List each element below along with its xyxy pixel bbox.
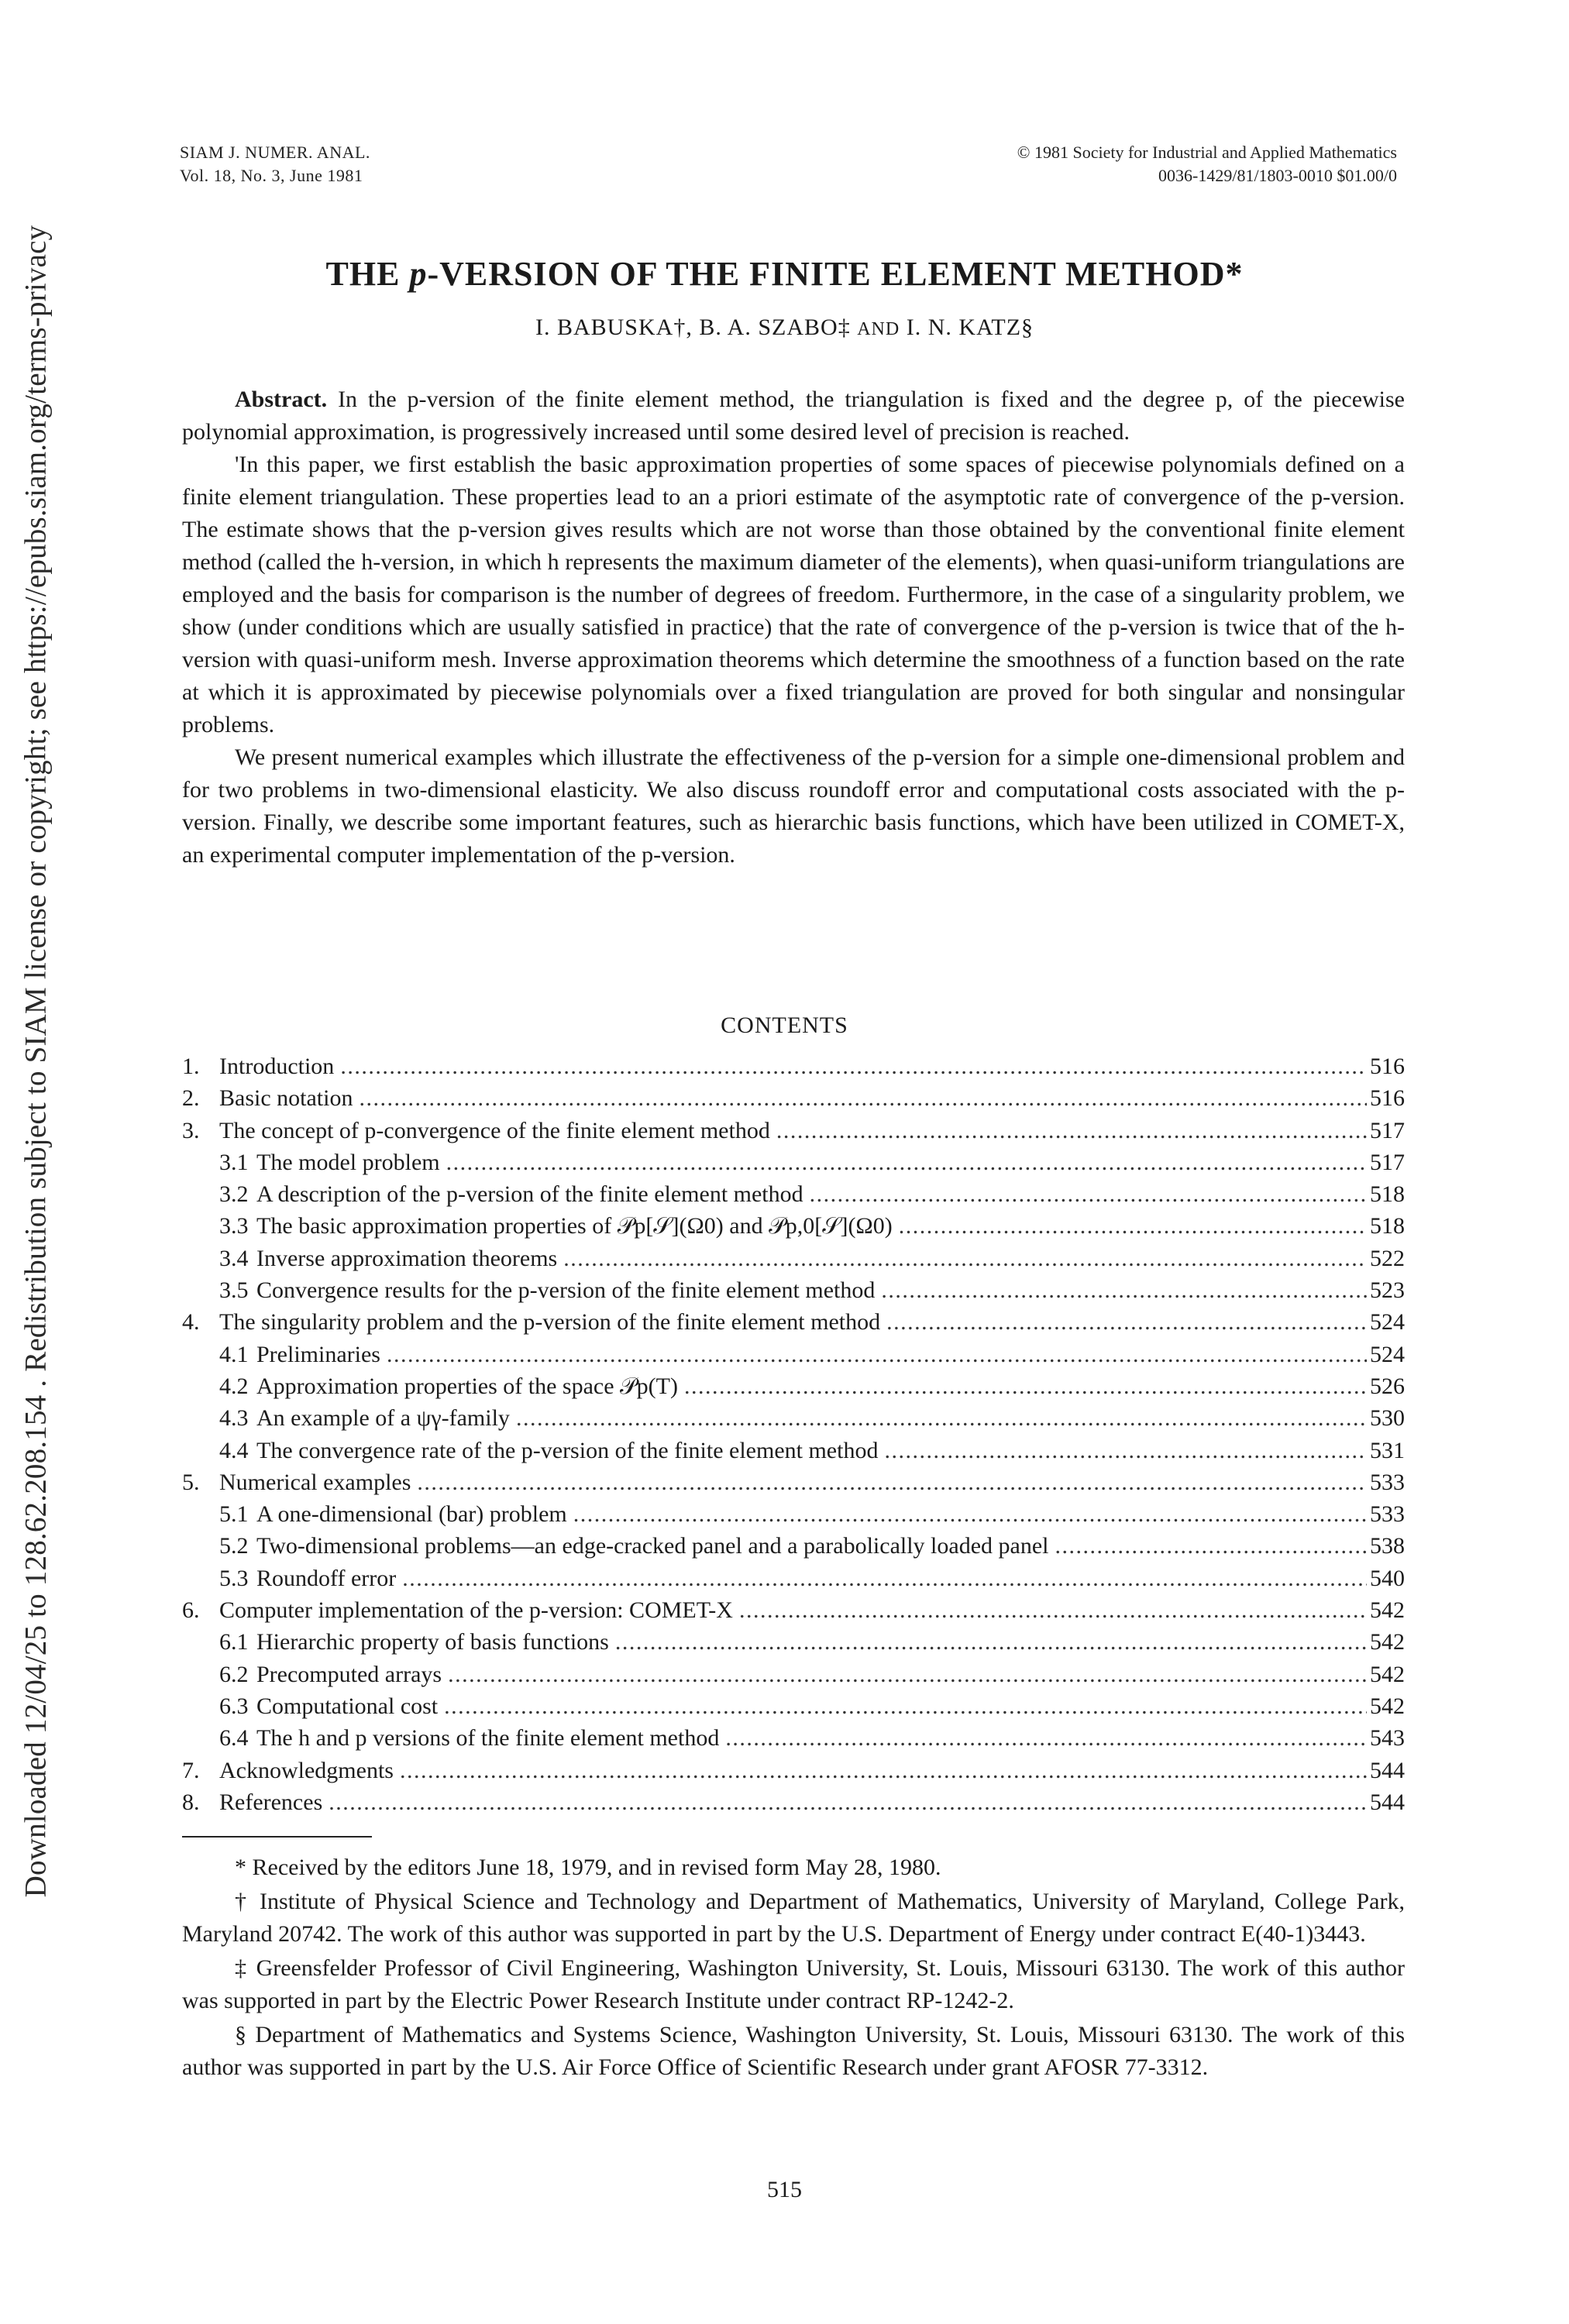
toc-entry-label: Computer implementation of the p-version: COMET-X bbox=[219, 1597, 733, 1624]
toc-leader-dots bbox=[516, 1405, 1367, 1432]
toc-entry bbox=[182, 1789, 1405, 1821]
issn-code: 0036-1429/81/1803-0010 $01.00/0 bbox=[1158, 166, 1397, 185]
toc-entry bbox=[182, 1438, 1405, 1470]
toc-entry bbox=[182, 1629, 1405, 1661]
toc-entry bbox=[182, 1405, 1405, 1437]
authors-part1: I. BABUSKA†, B. A. SZABO‡ bbox=[535, 315, 858, 340]
table-of-contents bbox=[182, 1054, 1405, 1821]
toc-leader-dots bbox=[563, 1246, 1367, 1272]
toc-entry-page: 530 bbox=[1370, 1405, 1405, 1432]
authors-and: AND bbox=[857, 319, 900, 339]
toc-entry-number: 7. bbox=[182, 1757, 200, 1783]
toc-entry-label: The singularity problem and the p-version of the finite element method bbox=[219, 1309, 881, 1336]
footnote: * Received by the editors June 18, 1979, and in revised form May 28, 1980. bbox=[235, 1855, 941, 1880]
toc-entry-page: 517 bbox=[1370, 1149, 1405, 1175]
toc-entry-number: 1. bbox=[182, 1054, 200, 1079]
toc-entry-number: 4.1 bbox=[219, 1341, 249, 1367]
toc-entry-page: 533 bbox=[1370, 1501, 1405, 1528]
toc-leader-dots bbox=[684, 1373, 1367, 1400]
toc-entry-label: A one-dimensional (bar) problem bbox=[256, 1501, 567, 1528]
toc-entry-page: 518 bbox=[1370, 1181, 1405, 1208]
toc-entry-label: The convergence rate of the p-version of the finite element method bbox=[256, 1437, 879, 1463]
toc-entry bbox=[182, 1054, 1405, 1085]
toc-entry-page: 517 bbox=[1370, 1117, 1405, 1143]
toc-entry-page: 538 bbox=[1370, 1533, 1405, 1559]
toc-leader-dots bbox=[739, 1597, 1367, 1624]
toc-entry-number: 8. bbox=[182, 1789, 200, 1815]
toc-entry-label: Two-dimensional problems—an edge-cracked panel and a parabolically loaded panel bbox=[256, 1533, 1049, 1559]
toc-entry bbox=[182, 1758, 1405, 1789]
toc-leader-dots bbox=[417, 1470, 1367, 1496]
toc-leader-dots bbox=[402, 1566, 1367, 1592]
toc-entry bbox=[182, 1566, 1405, 1597]
toc-entry-label: Introduction bbox=[219, 1054, 335, 1079]
toc-entry-label: Hierarchic property of basis functions bbox=[256, 1629, 609, 1655]
abstract-paragraph-3: We present numerical examples which illustrate the effectiveness of the p-version for a simple one-dimensional problem and for two problems in two-dimensional elasticity. We also discuss roundoff error and computational costs associated with the p-version. Finally, we describe some important features, such as hierarchic basis functions, which have been utilized in COMET-X, an experimental computer implementation of the p-version. bbox=[182, 744, 1405, 868]
toc-leader-dots bbox=[725, 1725, 1367, 1752]
toc-entry-label: References bbox=[219, 1789, 323, 1815]
toc-entry bbox=[182, 1277, 1405, 1309]
toc-entry-number: 5. bbox=[182, 1469, 200, 1495]
toc-entry-number: 5.2 bbox=[219, 1533, 249, 1559]
toc-entry bbox=[182, 1309, 1405, 1341]
toc-entry-number: 3.5 bbox=[219, 1277, 249, 1304]
title-post: -VERSION OF THE FINITE ELEMENT METHOD* bbox=[427, 255, 1244, 293]
toc-leader-dots bbox=[776, 1118, 1367, 1144]
toc-entry-label: Preliminaries bbox=[256, 1341, 380, 1367]
toc-entry-number: 6.2 bbox=[219, 1661, 249, 1687]
journal-name: SIAM J. NUMER. ANAL. bbox=[180, 143, 370, 162]
toc-entry bbox=[182, 1597, 1405, 1629]
toc-entry bbox=[182, 1085, 1405, 1117]
toc-entry bbox=[182, 1246, 1405, 1277]
toc-entry-number: 6. bbox=[182, 1597, 200, 1624]
abstract bbox=[182, 383, 1405, 871]
toc-entry-number: 6.4 bbox=[219, 1725, 249, 1752]
journal-volume: Vol. 18, No. 3, June 1981 bbox=[180, 166, 363, 185]
abstract-paragraph-2: 'In this paper, we first establish the basic approximation properties of some spaces of piecewise polynomials defined on a finite element triangulation. These properties lead to an a priori estimate of the asymptotic rate of convergence of the p-version. The estimate shows that the p-version gives results which are not worse than those obtained by the conventional finite element method (called the h-version, in which h represents the maximum diameter of the elements), when quasi-uniform triangulations are employed and the basis for comparison is the number of degrees of freedom. Furthermore, in the case of a singularity problem, we show (under conditions which are usually satisfied in practice) that the rate of convergence of the p-version is twice that of the h-version with quasi-uniform mesh. Inverse approximation theorems which determine the smoothness of a function based on the rate at which it is approximated by piecewise polynomials over a fixed triangulation are proved for both singular and nonsingular problems. bbox=[182, 452, 1405, 737]
toc-leader-dots bbox=[573, 1501, 1367, 1528]
page-number: 515 bbox=[767, 2177, 802, 2202]
toc-entry-page: 522 bbox=[1370, 1245, 1405, 1271]
toc-entry bbox=[182, 1501, 1405, 1533]
toc-entry-page: 524 bbox=[1370, 1341, 1405, 1367]
toc-entry-label: Convergence results for the p-version of the finite element method bbox=[256, 1277, 876, 1304]
toc-entry-number: 3. bbox=[182, 1117, 200, 1143]
toc-entry-label: The model problem bbox=[256, 1149, 440, 1175]
toc-entry-page: 542 bbox=[1370, 1661, 1405, 1687]
toc-leader-dots bbox=[359, 1085, 1367, 1112]
toc-entry-number: 4.2 bbox=[219, 1373, 249, 1399]
toc-entry-label: Basic notation bbox=[219, 1085, 353, 1112]
toc-entry-label: The basic approximation properties of 𝒫p[𝒮](Ω0) and 𝒫p,0[𝒮](Ω0) bbox=[256, 1213, 893, 1239]
abstract-text-1: In the p-version of the finite element method, the triangulation is fixed and the degree p, of the piecewise polynomial approximation, is progressively increased until some desired level of precision is reached. bbox=[182, 387, 1405, 445]
toc-leader-dots bbox=[810, 1181, 1367, 1208]
title-pre: THE bbox=[325, 255, 410, 293]
toc-entry-label: A description of the p-version of the finite element method bbox=[256, 1181, 803, 1208]
abstract-paragraph-1 bbox=[182, 383, 1405, 449]
toc-entry bbox=[182, 1150, 1405, 1181]
toc-entry-page: 526 bbox=[1370, 1373, 1405, 1399]
toc-entry-page: 542 bbox=[1370, 1597, 1405, 1624]
abstract-label: Abstract. bbox=[235, 387, 328, 412]
toc-entry-label: Roundoff error bbox=[256, 1565, 397, 1591]
toc-entry-page: 544 bbox=[1370, 1757, 1405, 1783]
footnote: ‡ Greensfelder Professor of Civil Engineering, Washington University, St. Louis, Missouri 63130. The work of this author was supported in part by the Electric Power Research Institute under contract RP-1242-2. bbox=[182, 1955, 1405, 2013]
authors-part2: I. N. KATZ§ bbox=[900, 315, 1034, 340]
copyright-header bbox=[1017, 141, 1397, 187]
toc-entry-number: 6.1 bbox=[219, 1629, 249, 1655]
toc-leader-dots bbox=[884, 1438, 1367, 1464]
toc-entry-number: 5.3 bbox=[219, 1565, 249, 1591]
toc-entry-label: Computational cost bbox=[256, 1693, 439, 1719]
toc-entry bbox=[182, 1662, 1405, 1693]
toc-entry bbox=[182, 1693, 1405, 1725]
toc-leader-dots bbox=[615, 1629, 1367, 1655]
toc-leader-dots bbox=[400, 1758, 1367, 1784]
footnote: † Institute of Physical Science and Technology and Department of Mathematics, University of Maryland, College Park, Maryland 20742. The work of this author was supported in part by the U.S. Department of Energy under contract E(40-1)3443. bbox=[182, 1889, 1405, 1947]
toc-entry-page: 544 bbox=[1370, 1789, 1405, 1815]
toc-entry-page: 540 bbox=[1370, 1565, 1405, 1591]
toc-entry-number: 6.3 bbox=[219, 1693, 249, 1719]
toc-entry-page: 516 bbox=[1370, 1054, 1405, 1079]
toc-entry bbox=[182, 1118, 1405, 1150]
toc-entry bbox=[182, 1181, 1405, 1213]
toc-leader-dots bbox=[881, 1277, 1367, 1304]
toc-entry-page: 531 bbox=[1370, 1437, 1405, 1463]
toc-entry bbox=[182, 1342, 1405, 1373]
toc-leader-dots bbox=[329, 1789, 1367, 1816]
toc-leader-dots bbox=[899, 1213, 1367, 1239]
toc-entry-page: 516 bbox=[1370, 1085, 1405, 1112]
toc-leader-dots bbox=[444, 1693, 1367, 1720]
toc-entry-number: 3.2 bbox=[219, 1181, 249, 1208]
toc-entry bbox=[182, 1533, 1405, 1565]
title-p: p bbox=[409, 255, 428, 293]
toc-entry-page: 524 bbox=[1370, 1309, 1405, 1336]
toc-entry-label: Acknowledgments bbox=[219, 1757, 394, 1783]
toc-entry-label: Approximation properties of the space 𝒫p(T) bbox=[256, 1373, 678, 1399]
toc-leader-dots bbox=[448, 1662, 1367, 1688]
toc-leader-dots bbox=[387, 1342, 1367, 1368]
toc-entry-number: 5.1 bbox=[219, 1501, 249, 1528]
toc-entry-number: 3.1 bbox=[219, 1149, 249, 1175]
toc-leader-dots bbox=[886, 1309, 1367, 1336]
toc-entry-label: Inverse approximation theorems bbox=[256, 1245, 558, 1271]
toc-entry-label: The h and p versions of the finite element method bbox=[256, 1725, 720, 1752]
paper-title bbox=[0, 254, 1569, 294]
toc-leader-dots bbox=[1055, 1533, 1368, 1559]
toc-entry-label: Numerical examples bbox=[219, 1469, 411, 1495]
toc-entry-page: 533 bbox=[1370, 1469, 1405, 1495]
toc-entry-page: 518 bbox=[1370, 1213, 1405, 1239]
toc-entry-number: 3.3 bbox=[219, 1213, 249, 1239]
toc-leader-dots bbox=[340, 1054, 1367, 1080]
toc-entry-page: 542 bbox=[1370, 1693, 1405, 1719]
toc-entry bbox=[182, 1470, 1405, 1501]
journal-header bbox=[180, 141, 370, 187]
copyright-line: © 1981 Society for Industrial and Applied Mathematics bbox=[1017, 143, 1397, 162]
toc-entry-number: 4.4 bbox=[219, 1437, 249, 1463]
toc-entry-label: An example of a ψγ-family bbox=[256, 1405, 510, 1432]
toc-entry-number: 4.3 bbox=[219, 1405, 249, 1432]
toc-entry bbox=[182, 1373, 1405, 1405]
toc-entry bbox=[182, 1213, 1405, 1245]
toc-entry-number: 4. bbox=[182, 1309, 200, 1336]
footnote-rule bbox=[182, 1836, 372, 1838]
toc-entry-page: 542 bbox=[1370, 1629, 1405, 1655]
toc-entry-number: 2. bbox=[182, 1085, 200, 1112]
toc-entry-label: Precomputed arrays bbox=[256, 1661, 442, 1687]
footnote: § Department of Mathematics and Systems Science, Washington University, St. Louis, Missouri 63130. The work of this author was supported in part by the U.S. Air Force Office of Scientific Research under grant AFOSR 77-3312. bbox=[182, 2022, 1405, 2080]
toc-entry-label: The concept of p-convergence of the finite element method bbox=[219, 1117, 770, 1143]
authors bbox=[0, 315, 1569, 341]
toc-entry-number: 3.4 bbox=[219, 1245, 249, 1271]
footnotes bbox=[182, 1851, 1405, 2085]
toc-entry-page: 523 bbox=[1370, 1277, 1405, 1304]
toc-entry-page: 543 bbox=[1370, 1725, 1405, 1752]
download-watermark: Downloaded 12/04/25 to 128.62.208.154 . Redistribution subject to SIAM license or copyright; see https://epubs.siam.org/terms-privacy bbox=[19, 225, 53, 1898]
toc-entry bbox=[182, 1725, 1405, 1757]
toc-leader-dots bbox=[446, 1150, 1367, 1176]
contents-title: CONTENTS bbox=[721, 1012, 848, 1038]
